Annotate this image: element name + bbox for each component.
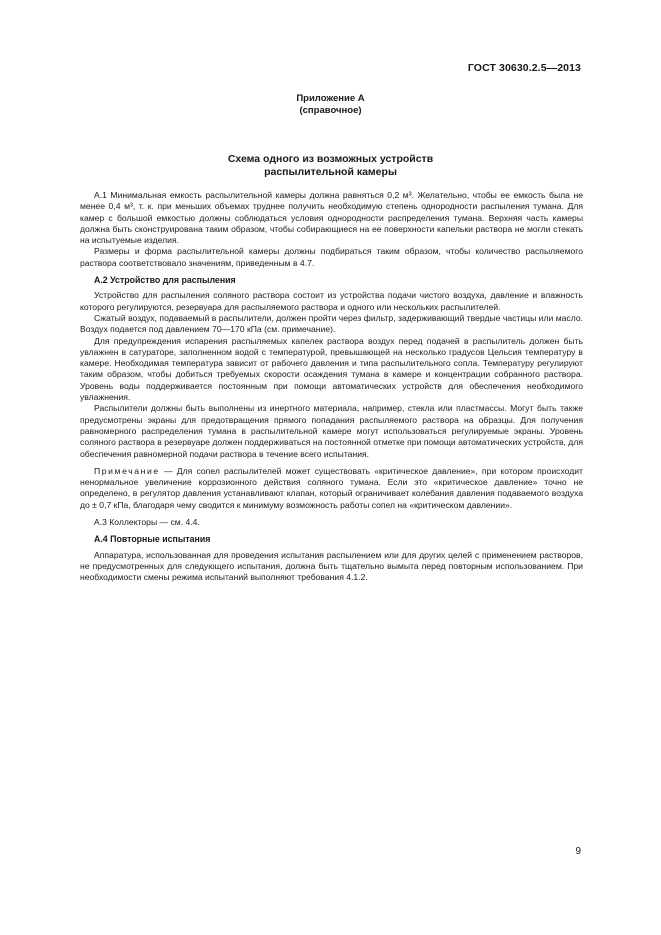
paragraph-a2-device: Устройство для распыления соляного раствора состоит из устройства подачи чистого воздуха, давление и влажность которого регулируются, резервуара для распыляемого раствора и одного или нескольких распылителей. (80, 290, 583, 312)
paragraph-a1-dimensions: Размеры и форма распылительной камеры должны подбираться таким образом, чтобы количество распыляемого раствора соответствовало значениям, приведенным в 4.7. (80, 246, 583, 268)
section-title-line-1: Схема одного из возможных устройств (227, 153, 434, 165)
section-title (0, 153, 661, 179)
note-paragraph (80, 466, 583, 511)
page-number: 9 (575, 846, 581, 857)
appendix-subtitle: (справочное) (299, 105, 362, 116)
standard-number: ГОСТ 30630.2.5—2013 (467, 62, 581, 74)
paragraph-a4: Аппаратура, использованная для проведения испытания распылением или для других целей с применением растворов, не предусмотренных для следующего испытания, должна быть тщательно вымыта перед повторным использованием. При необходимости смены режима испытаний выполняют требования 4.1.2. (80, 549, 583, 583)
paragraph-a3: А.3 Коллекторы — см. 4.4. (94, 517, 200, 528)
section-title-line-2: распылительной камеры (264, 166, 397, 178)
paragraph-a1: А.1 Минимальная емкость распылительной камеры должна равняться 0,2 м³. Желательно, чтобы ее емкость была не менее 0,4 м³, т. к. при меньших объемах труднее получить необходимую степень однородности распыления тумана. Для камер с большой емкостью должны соблюдаться условия однородности распределения тумана. Верхняя часть камеры должна быть сконструирована таким образом, чтобы собирающиеся на ее поверхности капельки раствора не могли стекать на испытуемые изделия. (80, 190, 583, 246)
document-body (80, 190, 583, 584)
appendix-title: Приложение А (296, 93, 365, 104)
heading-a4: А.4 Повторные испытания (94, 534, 211, 545)
appendix-heading (0, 93, 661, 117)
heading-a2: А.2 Устройство для распыления (94, 275, 236, 286)
paragraph-a2-air: Сжатый воздух, подаваемый в распылители, должен пройти через фильтр, задерживающий твердые частицы или масло. Воздух подается под давлением 70—170 кПа (см. примечание). (80, 312, 583, 335)
note-text: — Для сопел распылителей может существовать «критическое давление», при котором происходит ненормальное увеличение коррозионного действия соляного тумана. Если это «критическое давление» точно не определено, в регулятор давления устанавливают клапан, который ограничивает колебания давления подаваемого воздуха до ± 0,7 кПа, благодаря чему сводится к минимуму возможность работы сопел на «критическом давлении». (80, 465, 583, 510)
paragraph-a2-humidity: Для предупреждения испарения распыляемых капелек раствора воздух перед подачей в распылитель должен быть увлажнен в сатураторе, заполненном водой с температурой, превышающей на несколько градусов Цельсия температуру в камере. Необходимая температура зависит от рабочего давления и типа распылительного сопла. Температуру регулируют таким образом, чтобы добиться требуемых скорости осаждения тумана в камере и концентрации собранного раствора. Уровень воды поддерживается постоянным при помощи автоматических устройств для обеспечения необходимого увлажнения. (80, 335, 583, 403)
paragraph-a2-sprayers: Распылители должны быть выполнены из инертного материала, например, стекла или пластмассы. Могут быть также предусмотрены экраны для предотвращения прямого попадания распыляемого раствора на образцы. Для получения равномерного распределения тумана в распылительной камере могут использоваться регулируемые экраны. Уровень соляного раствора в резервуаре должен поддерживаться на постоянной отметке при помощи автоматических устройств, для обеспечения равномерной подачи раствора в течение всего испытания. (80, 403, 583, 459)
note-label: Примечание (94, 465, 160, 476)
